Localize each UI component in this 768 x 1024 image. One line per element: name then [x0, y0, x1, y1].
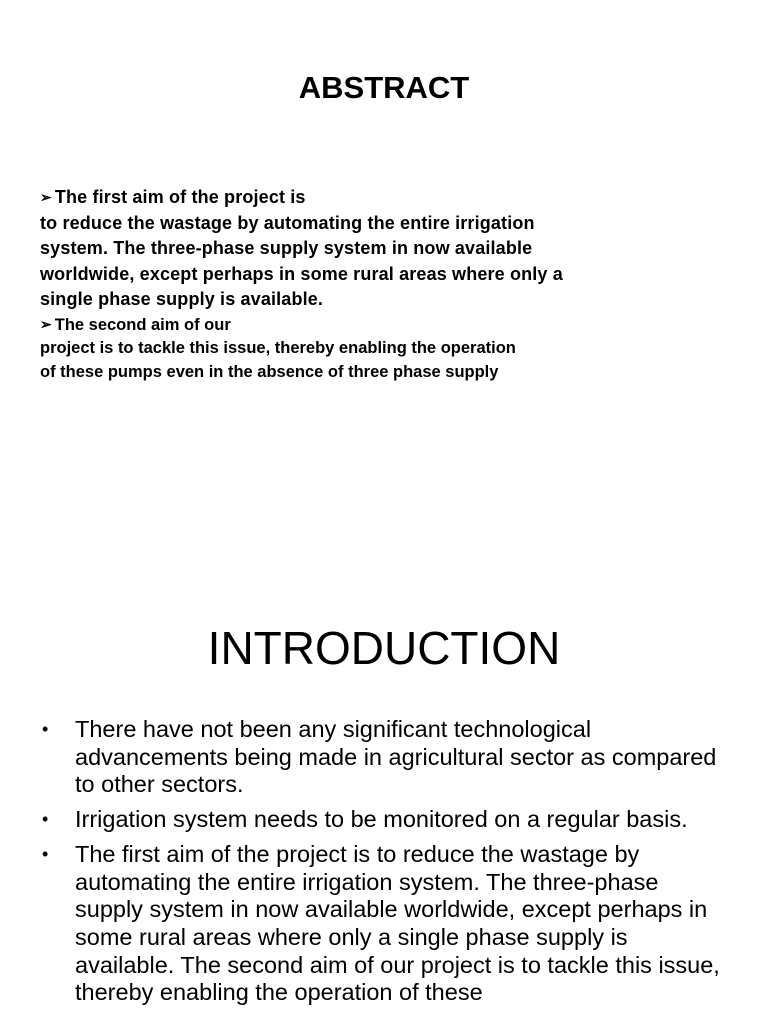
arrow-bullet-icon: ➢ [40, 315, 52, 332]
list-item-text: There have not been any significant technological advancements being made in agricultural sector as compared to other sectors. [75, 716, 717, 798]
introduction-bullet-list [40, 716, 730, 1014]
abstract-aim2-lead: The second aim of our [54, 315, 231, 334]
bullet-dot-icon: • [42, 843, 49, 864]
arrow-bullet-icon: ➢ [40, 189, 52, 205]
abstract-aim1-line: to reduce the wastage by automating the entire irrigation [40, 212, 535, 233]
abstract-aim2-lead-line [40, 313, 740, 338]
list-item-text: The first aim of the project is to reduce the wastage by automating the entire irrigation system. The three-phase supply system in now available worldwide, except perhaps in some rural areas where only a single phase supply is available. The second aim of our project is to tackle this issue, thereby enabling the operation of these [75, 840, 720, 1006]
introduction-title: INTRODUCTION [207, 622, 561, 674]
abstract-aim1-lead-line [40, 185, 740, 211]
bullet-dot-icon: • [42, 719, 49, 739]
abstract-aim1-line: system. The three-phase supply system in now available [40, 238, 533, 258]
abstract-aim1-line: worldwide, except perhaps in some rural areas where only a [40, 263, 563, 284]
abstract-aim2-line: of these pumps even in the absence of three phase supply [40, 362, 499, 381]
abstract-aim2-line: project is to tackle this issue, thereby enabling the operation [40, 339, 516, 357]
abstract-aim1-lead: The first aim of the project is [54, 187, 306, 207]
abstract-title: ABSTRACT [298, 70, 470, 105]
list-item [40, 841, 730, 1007]
bullet-dot-icon: • [42, 809, 49, 830]
list-item [40, 716, 730, 799]
abstract-aim1-line: single phase supply is available. [40, 289, 324, 309]
list-item [40, 806, 730, 834]
list-item-text: Irrigation system needs to be monitored on a regular basis. [75, 806, 688, 833]
introduction-slide [0, 560, 768, 1024]
abstract-body [40, 185, 740, 384]
